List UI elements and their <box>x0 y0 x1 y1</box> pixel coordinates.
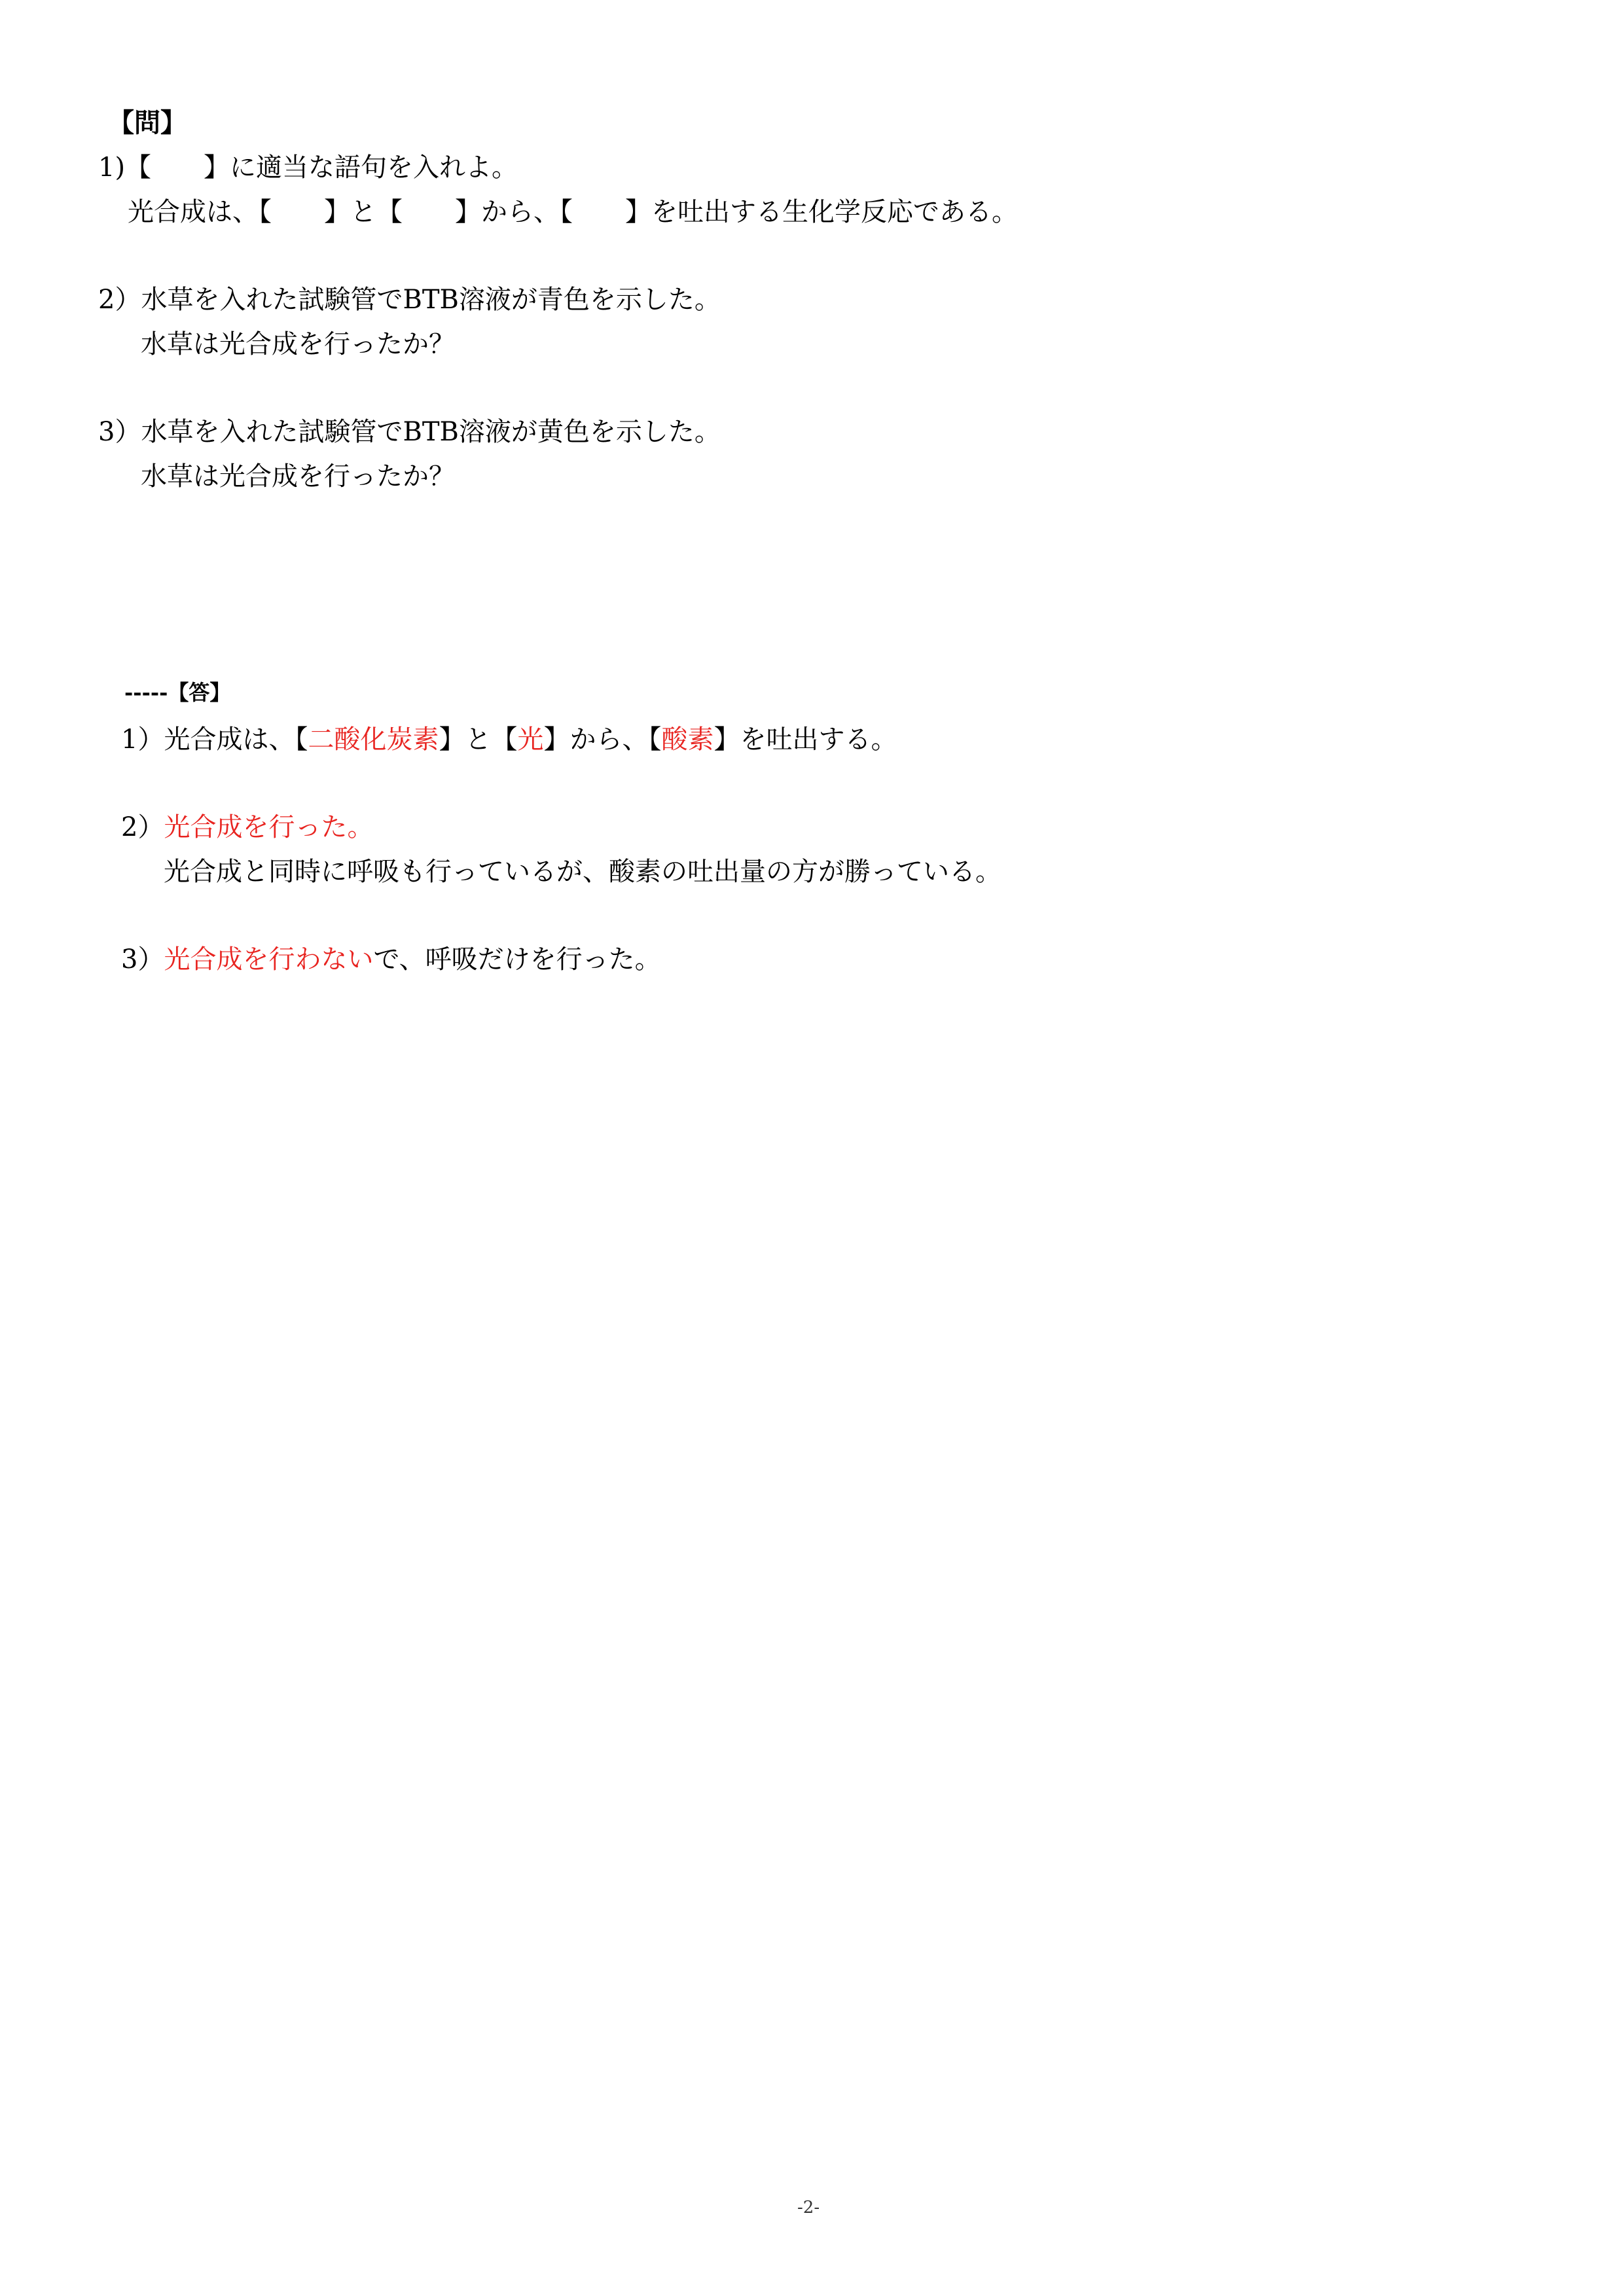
question-2-line-1: 2）水草を入れた試験管でBTB溶液が青色を示した。 <box>98 285 721 315</box>
answer-2-line-1 <box>121 814 373 840</box>
question-1-sentence: 光合成は、【 】と【 】から、【 】を吐出する生化学反応である。 <box>128 197 1018 227</box>
answer-1-text-d: 】を吐出する。 <box>713 725 897 755</box>
answer-3-rest: で、呼吸だけを行った。 <box>373 944 661 975</box>
answer-1-text-b: 】と【 <box>439 725 518 755</box>
answer-1-carbon-dioxide: 二酸化炭素 <box>308 725 439 755</box>
question-2-line-2: 水草は光合成を行ったか？ <box>141 329 455 359</box>
answer-3-result: 光合成を行わない <box>164 944 374 975</box>
answer-1-light: 光 <box>517 725 544 755</box>
question-3-line-2: 水草は光合成を行ったか？ <box>141 461 455 492</box>
question-header: 【問】 <box>108 107 187 138</box>
answer-1-number: 1） <box>121 725 164 755</box>
answer-1 <box>121 726 897 753</box>
answer-2-explanation: 光合成と同時に呼吸も行っているが、酸素の吐出量の方が勝っている。 <box>164 857 1001 887</box>
question-1-prompt: 1)【 】に適当な語句を入れよ。 <box>98 152 518 183</box>
page-number: -2- <box>797 2198 820 2217</box>
answer-1-oxygen: 酸素 <box>661 725 714 755</box>
answer-3-number: 3） <box>121 944 164 975</box>
answer-2-result: 光合成を行った。 <box>164 812 374 842</box>
answer-header: -----【答】 <box>124 680 231 705</box>
answer-2-number: 2） <box>121 812 164 842</box>
answer-1-text-a: 光合成は、【 <box>164 725 308 755</box>
question-3-line-1: 3）水草を入れた試験管でBTB溶液が黄色を示した。 <box>98 417 721 447</box>
answer-3 <box>121 946 661 973</box>
answer-1-text-c: 】から、【 <box>543 725 662 755</box>
